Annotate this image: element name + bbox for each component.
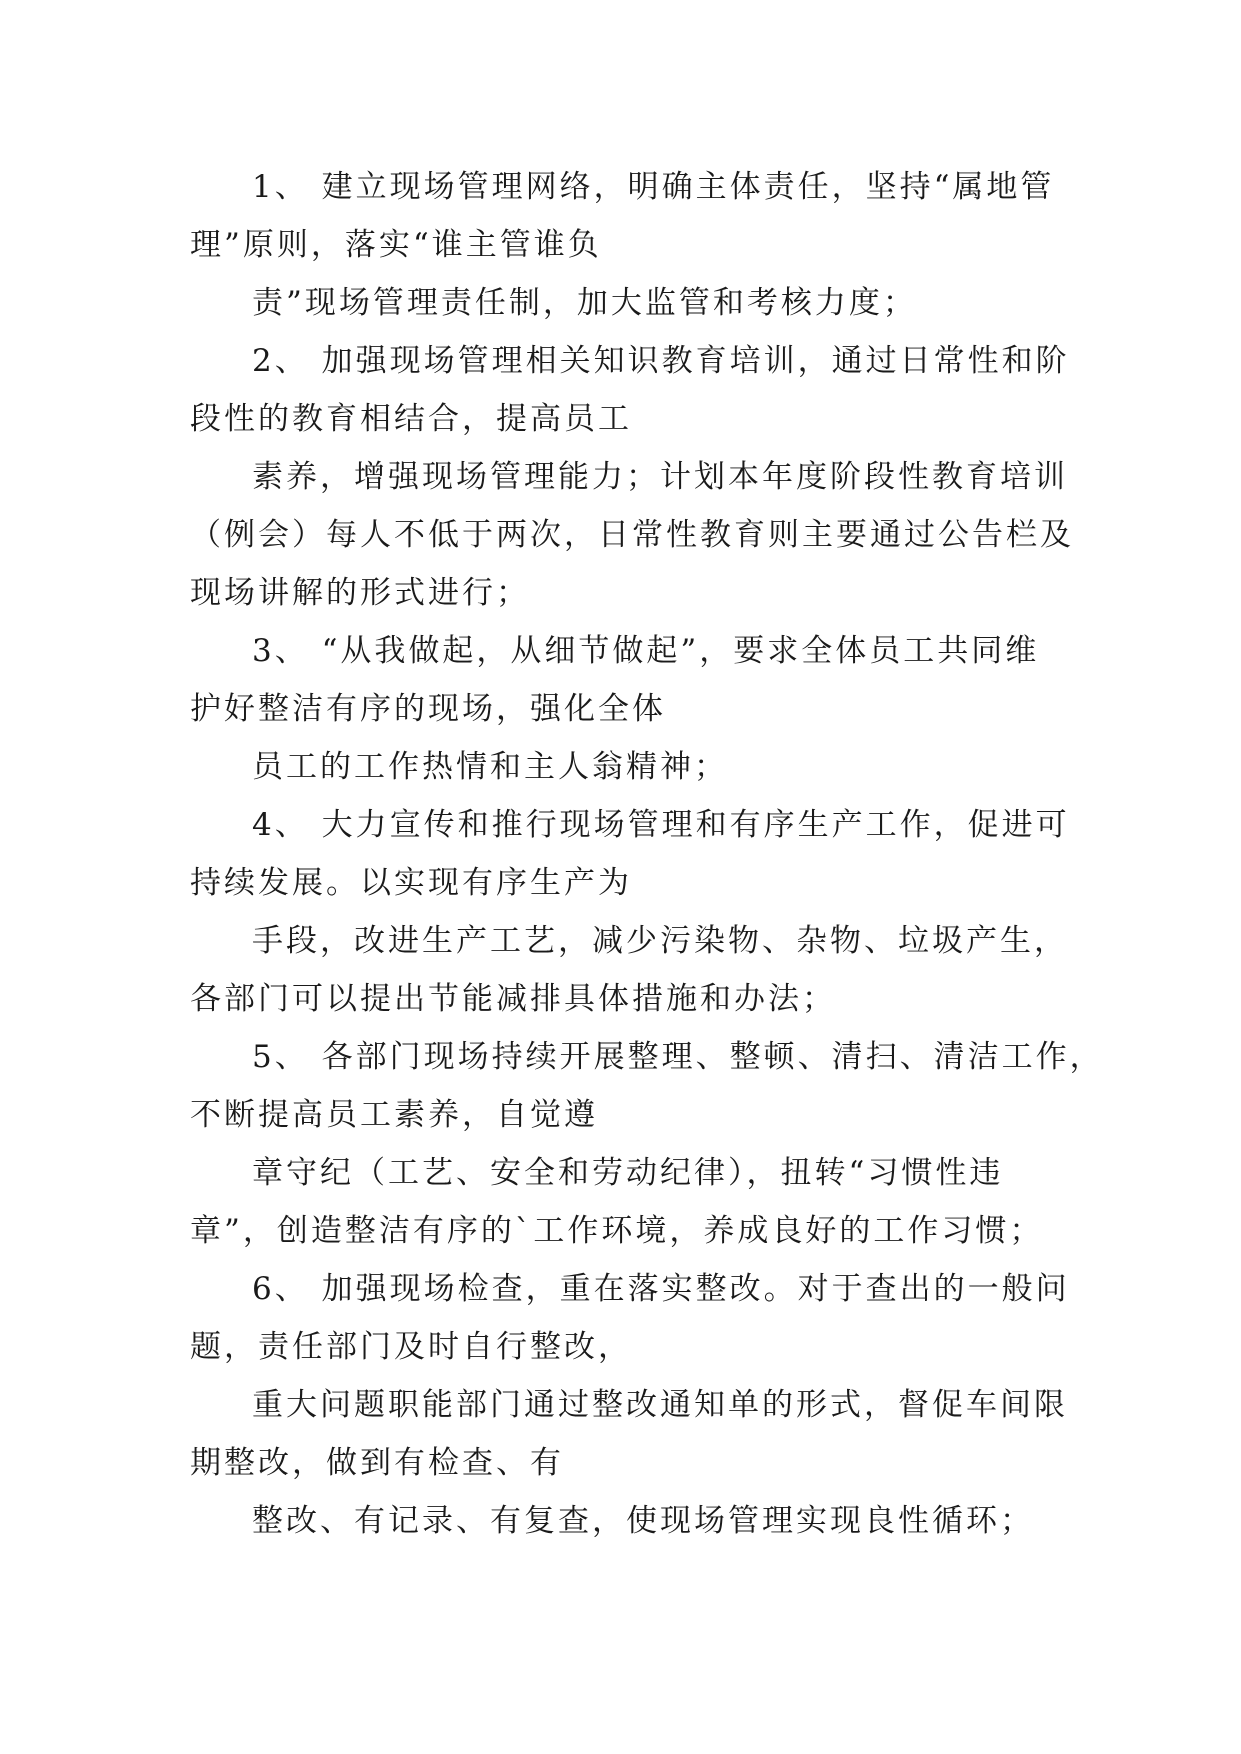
text-line: 段性的教育相结合，提高员工: [190, 401, 632, 437]
text-line: 理”原则，落实“谁主管谁负: [190, 227, 602, 263]
text-line: 素养，增强现场管理能力；计划本年度阶段性教育培训: [252, 459, 1068, 495]
text-line: 护好整洁有序的现场，强化全体: [190, 691, 666, 727]
text-line: 持续发展。以实现有序生产为: [190, 865, 632, 901]
text-line: 6、 加强现场检查，重在落实整改。对于查出的一般问: [252, 1271, 1070, 1307]
text-line: 5、 各部门现场持续开展整理、整顿、清扫、清洁工作，: [252, 1039, 1104, 1075]
text-line: 不断提高员工素养，自觉遵: [190, 1097, 598, 1133]
text-line: 章”，创造整洁有序的`工作环境，养成良好的工作习惯；: [190, 1213, 1044, 1249]
text-line: 3、 “从我做起，从细节做起”，要求全体员工共同维: [252, 633, 1040, 669]
text-line: 1、 建立现场管理网络，明确主体责任，坚持“属地管: [252, 169, 1055, 205]
text-line: 现场讲解的形式进行；: [190, 575, 530, 611]
text-line: 员工的工作热情和主人翁精神；: [252, 749, 728, 785]
text-line: 期整改，做到有检查、有: [190, 1445, 564, 1481]
text-line: 手段，改进生产工艺，减少污染物、杂物、垃圾产生，: [252, 923, 1068, 959]
text-line: 章守纪（工艺、安全和劳动纪律），扭转“习惯性违: [252, 1155, 1004, 1191]
text-line: 各部门可以提出节能减排具体措施和办法；: [190, 981, 836, 1017]
text-line: 4、 大力宣传和推行现场管理和有序生产工作，促进可: [252, 807, 1070, 843]
text-line: 整改、有记录、有复查，使现场管理实现良性循环；: [252, 1503, 1034, 1539]
text-line: 责”现场管理责任制，加大监管和考核力度；: [252, 285, 917, 321]
text-line: （例会）每人不低于两次，日常性教育则主要通过公告栏及: [190, 517, 1074, 553]
text-line: 题，责任部门及时自行整改，: [190, 1329, 632, 1365]
text-line: 重大问题职能部门通过整改通知单的形式，督促车间限: [252, 1387, 1068, 1423]
text-line: 2、 加强现场管理相关知识教育培训，通过日常性和阶: [252, 343, 1070, 379]
document-body: [190, 158, 1104, 1550]
